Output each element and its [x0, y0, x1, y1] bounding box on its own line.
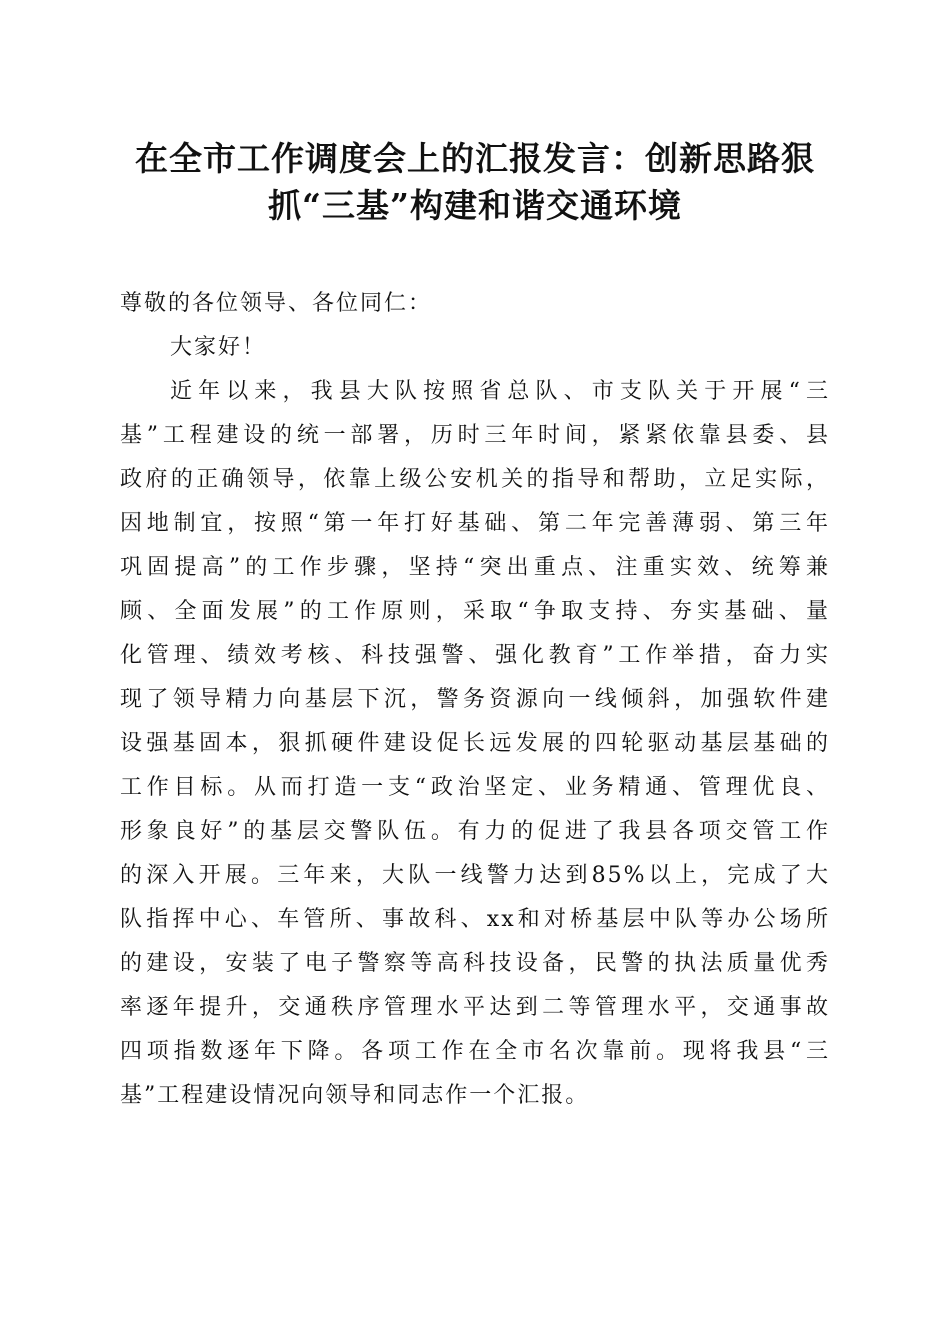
title-line-2: 抓“三基”构建和谐交通环境 [268, 186, 682, 225]
paragraph-line: 政府的正确领导，依靠上级公安机关的指导和帮助，立足实际， [120, 467, 830, 492]
paragraph-line: 现了领导精力向基层下沉，警务资源向一线倾斜，加强软件建 [120, 687, 830, 712]
paragraph-line: 设强基固本，狠抓硬件建设促长远发展的四轮驱动基层基础的 [120, 731, 830, 756]
title-line-1: 在全市工作调度会上的汇报发言：创新思路狠 [135, 139, 815, 178]
paragraph-line: 队指挥中心、车管所、事故科、xx和对桥基层中队等办公场所 [120, 907, 830, 932]
paragraph-line: 化管理、绩效考核、科技强警、强化教育”工作举措，奋力实 [120, 643, 830, 668]
paragraph-line: 近年以来，我县大队按照省总队、市支队关于开展“三 [170, 379, 830, 404]
paragraph-line: 的深入开展。三年来，大队一线警力达到85%以上，完成了大 [120, 863, 830, 888]
salutation: 尊敬的各位领导、各位同仁： [120, 291, 433, 316]
paragraph-line: 巩固提高”的工作步骤，坚持“突出重点、注重实效、统筹兼 [120, 555, 830, 580]
paragraph-line: 工作目标。从而打造一支“政治坚定、业务精通、管理优良、 [120, 775, 830, 800]
document-title [110, 135, 840, 229]
paragraph-line: 的建设，安装了电子警察等高科技设备，民警的执法质量优秀 [120, 951, 830, 976]
paragraph-line: 顾、全面发展”的工作原则，采取“争取支持、夯实基础、量 [120, 599, 830, 624]
paragraph-line: 基”工程建设的统一部署，历时三年时间，紧紧依靠县委、县 [120, 423, 830, 448]
document-body [120, 282, 830, 1118]
paragraph-line: 基”工程建设情况向领导和同志作一个汇报。 [120, 1083, 590, 1108]
greeting: 大家好！ [170, 335, 267, 360]
paragraph-line: 因地制宜，按照“第一年打好基础、第二年完善薄弱、第三年 [120, 511, 830, 536]
paragraph-line: 形象良好”的基层交警队伍。有力的促进了我县各项交管工作 [120, 819, 830, 844]
paragraph-line: 四项指数逐年下降。各项工作在全市名次靠前。现将我县“三 [120, 1039, 830, 1064]
paragraph-line: 率逐年提升，交通秩序管理水平达到二等管理水平，交通事故 [120, 995, 830, 1020]
